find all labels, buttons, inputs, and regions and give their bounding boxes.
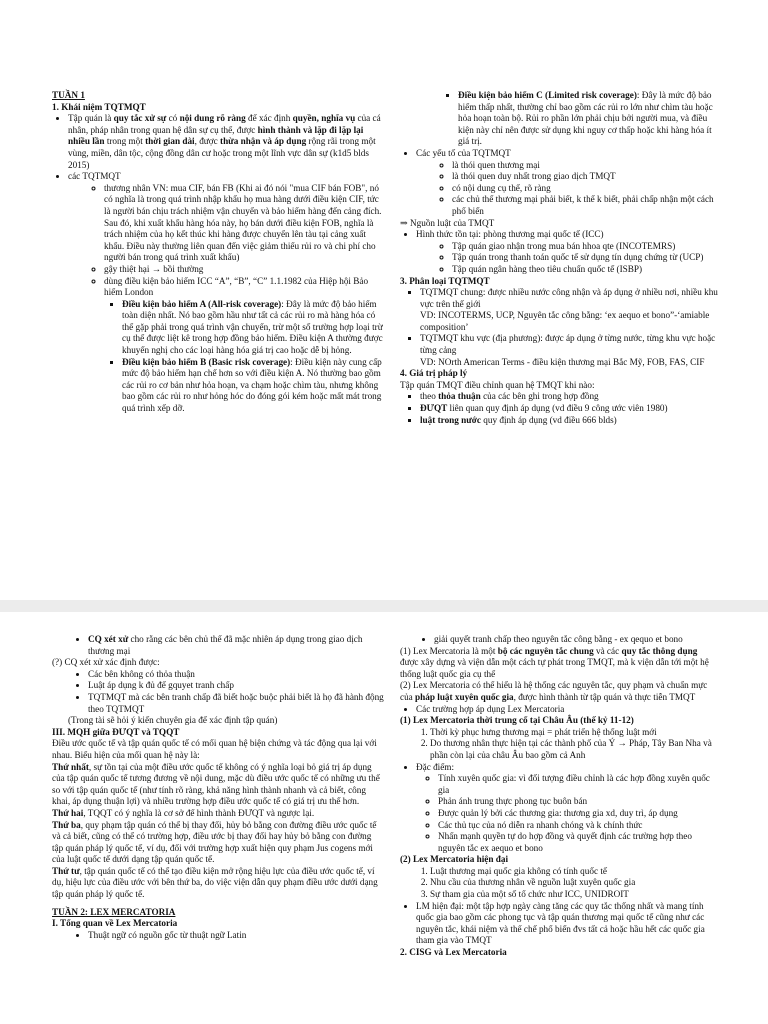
list-item: ▪ luật trong nước quy định áp dụng (vd điều 666 blds) bbox=[420, 415, 718, 427]
list-item: ◦ Tính xuyên quốc gia: vì đối tượng điều chỉnh là các hợp đồng xuyên quốc gia bbox=[438, 773, 718, 796]
section-heading: 4. Giá trị pháp lý bbox=[400, 368, 468, 379]
list-item: • Các trường hợp áp dụng Lex Mercatoria bbox=[416, 704, 718, 716]
list-item: 2. Do thương nhân thực hiện tại các thành phố của Ý → Pháp, Tây Ban Nha và phần còn lại của châu Âu bao gồm cả Anh bbox=[430, 738, 718, 761]
list-item: • CQ xét xử cho rằng các bên chủ thể đã mặc nhiên áp dụng trong giao dịch thương mại bbox=[88, 634, 384, 657]
list-item: ◦ Tập quán giao nhận trong mua bán hhoa qte (INCOTEMRS) bbox=[452, 241, 718, 253]
section-heading: I. Tổng quan về Lex Mercatoria bbox=[52, 918, 178, 929]
paragraph: Điều ước quốc tế và tập quán quốc tế có mối quan hệ biện chứng và tác động qua lại với nhau. Biểu hiện của mối quan hệ này là: bbox=[52, 738, 377, 760]
list-item: ◦ Nhấn mạnh quyền tự do hợp đồng và quyết định các trường hợp theo nguyên tắc ex aequo et bono bbox=[438, 831, 718, 854]
week-heading: TUẦN 2: LEX MERCATORIA bbox=[52, 906, 176, 917]
page-1-left-column bbox=[52, 90, 384, 415]
list-item: 1. Thời kỳ phục hưng thương mại = phát triển hệ thống luật mới bbox=[430, 727, 718, 739]
list-item: ▪ ĐƯQT liên quan quy định áp dụng (vd điều 9 công ước viên 1980) bbox=[420, 403, 718, 415]
list-item: ◦ các chủ thể thương mại phải biết, k thể k biết, phải chấp nhận một cách phổ biến bbox=[452, 194, 718, 217]
paragraph: (Trong tài sẽ hỏi ý kiến chuyên gia để xác định tập quán) bbox=[68, 715, 278, 726]
page-1-right-column bbox=[400, 90, 718, 426]
list-item: ◦ là thói quen duy nhất trong giao dịch TMQT bbox=[452, 171, 718, 183]
paragraph: Tập quán TMQT điều chỉnh quan hệ TMQT khi nào: bbox=[400, 379, 595, 390]
week-heading: TUẦN 1 bbox=[52, 90, 85, 100]
list-item: ▪ TQTMQT khu vực (địa phương): được áp dụng ở từng nước, từng khu vực hoặc từng cảng VD: NOrth American Terms - điều kiện thương mại Bắc Mỹ, FOB, FAS, CIF bbox=[420, 333, 718, 368]
list-item: 1. Luật thương mại quốc gia không có tính quốc tế bbox=[430, 866, 718, 878]
paragraph: Thứ tư, tập quán quốc tế có thể tạo điều kiện mở rộng hiệu lực của điều ước quốc tế, ví dụ, hiệu lực của điều ước với bên thứ ba, do việc viện dẫn quy phạm điều ước dưới dạng tập quán pháp lý quốc tế. bbox=[52, 865, 378, 900]
section-heading: 2. CISG và Lex Mercatoria bbox=[400, 947, 507, 958]
section-heading: 3. Phân loại TQTMQT bbox=[400, 275, 490, 286]
paragraph: Thứ hai, TQQT có ý nghĩa là cơ sở để hình thành ĐƯQT và ngược lại. bbox=[52, 807, 315, 818]
document-page-2 bbox=[0, 612, 768, 1024]
list-item: ◦ là thói quen thương mại bbox=[452, 160, 718, 172]
list-item: ◦ Các thủ tục của nó diễn ra nhanh chóng và k chính thức bbox=[438, 820, 718, 832]
list-item: • LM hiện đại: một tập hợp ngày càng tăng các quy tắc thống nhất và mang tính quốc gia bao gồm các phong tục và tập quán thương mại quốc tế cũng như các nguyên tắc, khái niệm và thể chế phổ biến đvs tất cả hoặc hầu hết các quốc gia tham gia vào TMQT bbox=[416, 901, 718, 947]
paragraph: Thứ nhất, sự tồn tại của một điều ước quốc tế không có ý nghĩa loại bỏ giá trị áp dụng của tập quán quốc tế tương đương về nội dung, mặc dù điều ước quốc tế có những ưu thế so với tập quán quốc tế (như tính rõ ràng, khả năng hình thành nhanh và cả biết, công khai, áp dụng thuận lợi) và nhiều trường hợp điều ước quốc tế có giá trị ưu thế hơn. bbox=[52, 761, 380, 807]
section-heading: (1) Lex Mercatoria thời trung cổ tại Châu Âu (thế kỷ 11-12) bbox=[400, 715, 634, 726]
paragraph: (?) CQ xét xử xác định được: bbox=[52, 657, 160, 668]
list-item: ▪ Điều kiện bảo hiểm B (Basic risk coverage): Điều kiện này cung cấp mức độ bảo hiểm hạn chế hơn so với điều kiện A. Nó thường bao gồm các rủi ro cơ bản như hỏa hoạn, va chạm hoặc chìm tàu, nhưng không bao gồm các rủi ro như hỏng hóc do đóng gói kém hoặc mất mát trong quá trình xếp dỡ. bbox=[122, 357, 384, 415]
section-heading: (2) Lex Mercatoria hiện đại bbox=[400, 854, 509, 865]
list-item: ▪ Điều kiện bảo hiểm A (All-risk coverage): Đây là mức độ bảo hiểm toàn diện nhất. Nó bao gồm hầu như tất cả các rủi ro mà hàng hóa có thể gặp phải trong quá trình vận chuyển, trừ một số trường hợp loại trừ cụ thể được liệt kê trong hợp đồng bảo hiểm. Điều kiện A thường được khuyến nghị cho các loại hàng hóa giá trị cao hoặc dễ bị hỏng. bbox=[122, 299, 384, 357]
list-item: ◦ Phản ánh trung thực phong tục buôn bán bbox=[438, 796, 718, 808]
list-item: • Tập quán là quy tắc xử sự có nội dung rõ ràng để xác định quyền, nghĩa vụ của cá nhân, pháp nhân trong quan hệ dân sự cụ thể, được hình thành và lặp đi lặp lại nhiều lần trong một thời gian dài, được thừa nhận và áp dụng rộng rãi trong một vùng, miền, dân tộc, cộng đồng dân cư hoặc trong một lĩnh vực dân sự (k1d5 blds 2015) bbox=[68, 113, 384, 171]
list-item: • Luật áp dụng k đủ để gquyet tranh chấp bbox=[88, 680, 384, 692]
list-item: ▪ TQTMQT chung: được nhiều nước công nhận và áp dụng ở nhiều nơi, nhiều khu vực trên thế giới VD: INCOTERMS, UCP, Nguyên tắc công bằng: ‘ex aequo et bono”-‘amiable composition’ bbox=[420, 287, 718, 333]
paragraph: (1) Lex Mercatoria là một bộ các nguyên tắc chung và các quy tắc thông dụng được xây dựng và viện dẫn một cách tự phát trong TMQT, mà k viện dẫn tới một hệ thống luật quốc gia cụ thể bbox=[400, 645, 709, 679]
section-heading: III. MQH giữa ĐƯQT và TQQT bbox=[52, 726, 180, 737]
page-2-left-column bbox=[52, 634, 384, 941]
paragraph: (2) Lex Mercatoria có thể hiểu là hệ thống các nguyên tắc, quy phạm và chuẩn mực của pháp luật xuyên quốc gia, được hình thành từ tập quán và thực tiễn TMQT bbox=[400, 680, 708, 702]
list-item: ◦ dùng điều kiện bảo hiểm ICC “A”, “B”, “C” 1.1.1982 của Hiệp hội Bảo hiểm London ▪ Điều kiện bảo hiểm A (All-risk coverage): Đây là mức độ bảo hiểm toàn diện nhất. Nó bao gồm hầu như tất cả các rủi ro mà hàng hóa có thể gặp phải trong quá trình vận chuyển, trừ một số trường hợp loại trừ cụ thể được liệt kê trong hợp đồng bảo hiểm. Điều kiện A thường được khuyến nghị cho các loại hàng hóa giá trị cao hoặc dễ bị hỏng. ▪ Điều kiện bảo hiểm B (Basic risk coverage): Điều kiện này cung cấp mức độ bảo hiểm hạn chế hơn so với điều kiện A. Nó thường bao gồm các rủi ro cơ bản như hỏa hoạn, va chạm hoặc chìm tàu, nhưng không bao gồm các rủi ro như hỏng hóc do đóng gói kém hoặc mất mát trong quá trình xếp dỡ. bbox=[104, 276, 384, 415]
list-item: ◦ Tập quán ngân hàng theo tiêu chuẩn quốc tế (ISBP) bbox=[452, 264, 718, 276]
section-heading: 1. Khái niệm TQTMQT bbox=[52, 101, 146, 112]
list-item: ◦ thương nhân VN: mua CIF, bán FB (Khi ai đó nói "mua CIF bán FOB", nó có nghĩa là trong quá trình nhập khẩu họ mua hàng dưới điều kiện CIF, tức là người bán chịu trách nhiệm vận chuyển và bảo hiểm hàng đến cảng đích. Sau đó, khi xuất khẩu hàng hóa này, họ bán dưới điều kiện FOB, nghĩa là trách nhiệm của họ kết thúc khi hàng được chuyển lên tàu tại cảng xuất khẩu. Điều này thường liên quan đến việc giảm thiểu rủi ro và chi phí cho người bán trong quá trình xuất khẩu) bbox=[104, 183, 384, 264]
list-item: ▪ Điều kiện bảo hiểm C (Limited risk coverage): Đây là mức độ bảo hiểm thấp nhất, thường chỉ bao gồm các rủi ro lớn như chìm tàu hoặc hỏa hoạn toàn bộ. Rủi ro phần lớn phải chịu bởi người mua, và điều kiện này chỉ nên được sử dụng khi nguy cơ thấp hoặc khi hàng hóa ít giá trị. bbox=[458, 90, 718, 148]
list-item: ▪ theo thỏa thuận của các bên ghi trong hợp đồng bbox=[420, 391, 718, 403]
list-item: 3. Sự tham gia của một số tổ chức như ICC, UNIDROIT bbox=[430, 889, 718, 901]
list-item: • Hình thức tồn tại: phòng thương mại quốc tế (ICC) ◦ Tập quán giao nhận trong mua bán hhoa qte (INCOTEMRS) ◦ Tập quán trong thanh toán quốc tế sử dụng tín dụng chứng từ (UCP) ◦ Tập quán ngân hàng theo tiêu chuẩn quốc tế (ISBP) bbox=[416, 229, 718, 275]
list-item: • Các yếu tố của TQTMQT ◦ là thói quen thương mại ◦ là thói quen duy nhất trong giao dịch TMQT ◦ có nội dung cụ thể, rõ ràng ◦ các chủ thể thương mại phải biết, k thể k biết, phải chấp nhận một cách phổ biến bbox=[416, 148, 718, 218]
list-item: • các TQTMQT ◦ thương nhân VN: mua CIF, bán FB (Khi ai đó nói "mua CIF bán FOB", nó có nghĩa là trong quá trình nhập khẩu họ mua hàng dưới điều kiện CIF, tức là người bán chịu trách nhiệm vận chuyển và bảo hiểm hàng đến cảng đích. Sau đó, khi xuất khẩu hàng hóa này, họ bán dưới điều kiện FOB, nghĩa là trách nhiệm của họ kết thúc khi hàng được chuyển lên tàu tại cảng xuất khẩu. Điều này thường liên quan đến việc giảm thiểu rủi ro và chi phí cho người bán trong quá trình xuất khẩu) ◦ gậy thiệt hại → bồi thường ◦ dùng điều kiện bảo hiểm ICC “A”, “B”, “C” 1.1.1982 của Hiệp hội Bảo hiểm London ▪ Điều kiện bảo hiểm A (All-risk coverage): Đây là mức độ bảo hiểm toàn diện nhất. Nó bao gồm hầu như tất cả các rủi ro mà hàng hóa có thể gặp phải trong quá trình vận chuyển, trừ một số trường hợp loại trừ cụ thể được liệt kê trong hợp đồng bảo hiểm. Điều kiện A thường được khuyến nghị cho các loại hàng hóa giá trị cao hoặc dễ bị hỏng. ▪ Điều kiện bảo hiểm B (Basic risk coverage): Điều kiện này cung cấp mức độ bảo hiểm hạn chế hơn so với điều kiện A. Nó thường bao gồm các rủi ro cơ bản như hỏa hoạn, va chạm hoặc chìm tàu, nhưng không bao gồm các rủi ro như hỏng hóc do đóng gói kém hoặc mất mát trong quá trình xếp dỡ. bbox=[68, 171, 384, 414]
list-item: • Thuật ngữ có nguồn gốc từ thuật ngữ Latin bbox=[88, 930, 384, 942]
list-item: ◦ Tập quán trong thanh toán quốc tế sử dụng tín dụng chứng từ (UCP) bbox=[452, 252, 718, 264]
list-item: • Đặc điểm: ◦ Tính xuyên quốc gia: vì đối tượng điều chỉnh là các hợp đồng xuyên quốc gia ◦ Phản ánh trung thực phong tục buôn bán ◦ Được quản lý bởi các thương gia: thương gia xd, duy trì, áp dụng ◦ Các thủ tục của nó diễn ra nhanh chóng và k chính thức ◦ Nhấn mạnh quyền tự do hợp đồng và quyết định các trường hợp theo nguyên tắc ex aequo et bono bbox=[416, 762, 718, 855]
list-item: ◦ có nội dung cụ thể, rõ ràng bbox=[452, 183, 718, 195]
paragraph: ⇒ Nguồn luật của TMQT bbox=[400, 217, 495, 228]
bullet-list bbox=[52, 113, 384, 414]
list-item: 2. Nhu cầu của thương nhân về nguồn luật xuyên quốc gia bbox=[430, 877, 718, 889]
list-item: • giải quyết tranh chấp theo nguyên tắc công bằng - ex qequo et bono bbox=[434, 634, 718, 646]
list-item: ◦ Được quản lý bởi các thương gia: thương gia xd, duy trì, áp dụng bbox=[438, 808, 718, 820]
list-item: • TQTMQT mà các bên tranh chấp đã biết hoặc buộc phải biết là họ đã hành động theo TQTMQT bbox=[88, 692, 384, 715]
page-2-right-column bbox=[400, 634, 718, 959]
list-item: • Các bên không có thỏa thuận bbox=[88, 669, 384, 681]
list-item: ◦ gậy thiệt hại → bồi thường bbox=[104, 264, 384, 276]
paragraph: Thứ ba, quy phạm tập quán có thể bị thay đổi, hủy bỏ bằng con đường điều ước quốc tế và cả biết, cũng có thể có trường hợp, điều ước bị thay đổi hay hủy bỏ bằng con đường tập quán pháp lý quốc tế, ví dụ, đối với trường hợp xuất hiện quy phạm Jus cogens mới của luật quốc tế dưới dạng tập quán quốc tế. bbox=[52, 819, 377, 865]
